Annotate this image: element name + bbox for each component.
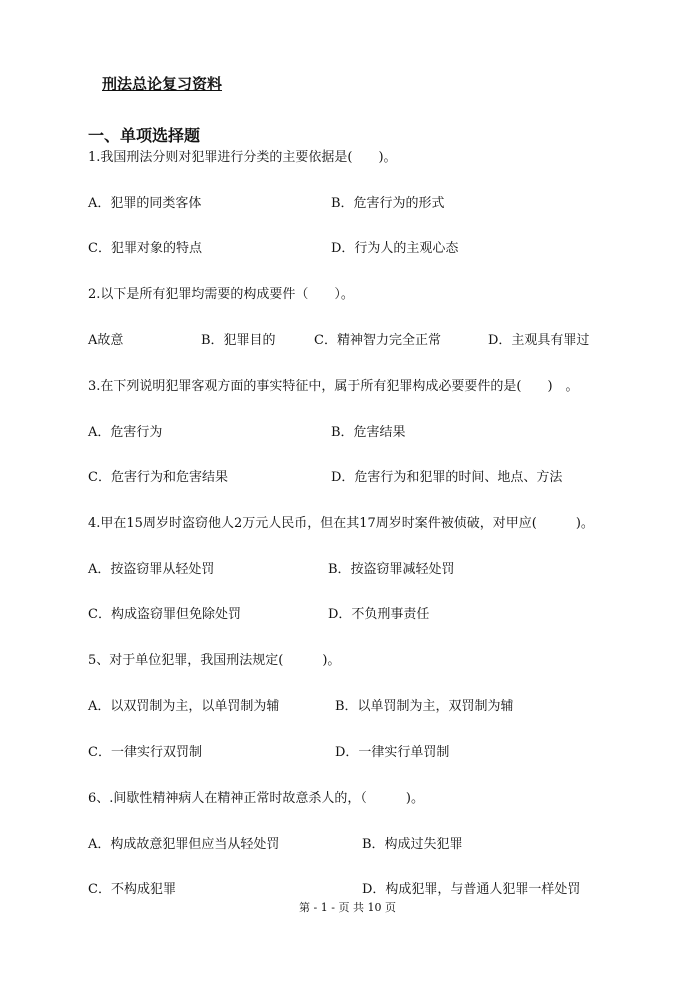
option-d[interactable]: D．危害行为和犯罪的时间、地点、方法 xyxy=(331,470,563,485)
question-5-stem: 5、对于单位犯罪，我国刑法规定( )。 xyxy=(88,653,341,668)
option-d[interactable]: D．构成犯罪，与普通人犯罪一样处罚 xyxy=(362,882,581,897)
option-c[interactable]: C．危害行为和危害结果 xyxy=(88,470,228,485)
page-footer: 第 - 1 - 页 共 10 页 xyxy=(299,901,396,914)
section-heading: 一、单项选择题 xyxy=(88,126,201,145)
question-1-stem: 1.我国刑法分则对犯罪进行分类的主要依据是( )。 xyxy=(88,150,397,165)
option-b[interactable]: B．危害结果 xyxy=(331,425,406,440)
option-a[interactable]: A．构成故意犯罪但应当从轻处罚 xyxy=(88,837,280,852)
option-a[interactable]: A．按盗窃罪从轻处罚 xyxy=(88,562,215,577)
option-b[interactable]: B．构成过失犯罪 xyxy=(362,837,463,852)
option-a[interactable]: A故意 xyxy=(88,333,124,348)
option-a[interactable]: A．以双罚制为主，以单罚制为辅 xyxy=(88,699,280,714)
option-b[interactable]: B．犯罪目的 xyxy=(201,333,276,348)
option-c[interactable]: C．精神智力完全正常 xyxy=(314,333,441,348)
question-4-stem: 4.甲在15周岁时盗窃他人2万元人民币，但在其17周岁时案件被侦破，对甲应( )。 xyxy=(88,516,594,531)
question-6-stem: 6、.间歇性精神病人在精神正常时故意杀人的，（ )。 xyxy=(88,791,424,806)
option-a[interactable]: A．犯罪的同类客体 xyxy=(88,196,202,211)
option-b[interactable]: B．危害行为的形式 xyxy=(331,196,445,211)
option-b[interactable]: B．以单罚制为主，双罚制为辅 xyxy=(335,699,514,714)
option-c[interactable]: C．不构成犯罪 xyxy=(88,882,176,897)
option-d[interactable]: D．行为人的主观心态 xyxy=(331,241,459,256)
question-3-stem: 3.在下列说明犯罪客观方面的事实特征中，属于所有犯罪构成必要要件的是( ) 。 xyxy=(88,379,579,394)
document-title: 刑法总论复习资料 xyxy=(102,75,223,93)
option-a[interactable]: A．危害行为 xyxy=(88,425,163,440)
option-c[interactable]: C．犯罪对象的特点 xyxy=(88,241,202,256)
option-d[interactable]: D．主观具有罪过 xyxy=(488,333,590,348)
option-b[interactable]: B．按盗窃罪减轻处罚 xyxy=(328,562,455,577)
option-c[interactable]: C．一律实行双罚制 xyxy=(88,745,202,760)
option-d[interactable]: D．不负刑事责任 xyxy=(328,607,430,622)
question-2-stem: 2.以下是所有犯罪均需要的构成要件（ ）。 xyxy=(88,287,354,302)
option-d[interactable]: D．一律实行单罚制 xyxy=(335,745,450,760)
option-c[interactable]: C．构成盗窃罪但免除处罚 xyxy=(88,607,241,622)
